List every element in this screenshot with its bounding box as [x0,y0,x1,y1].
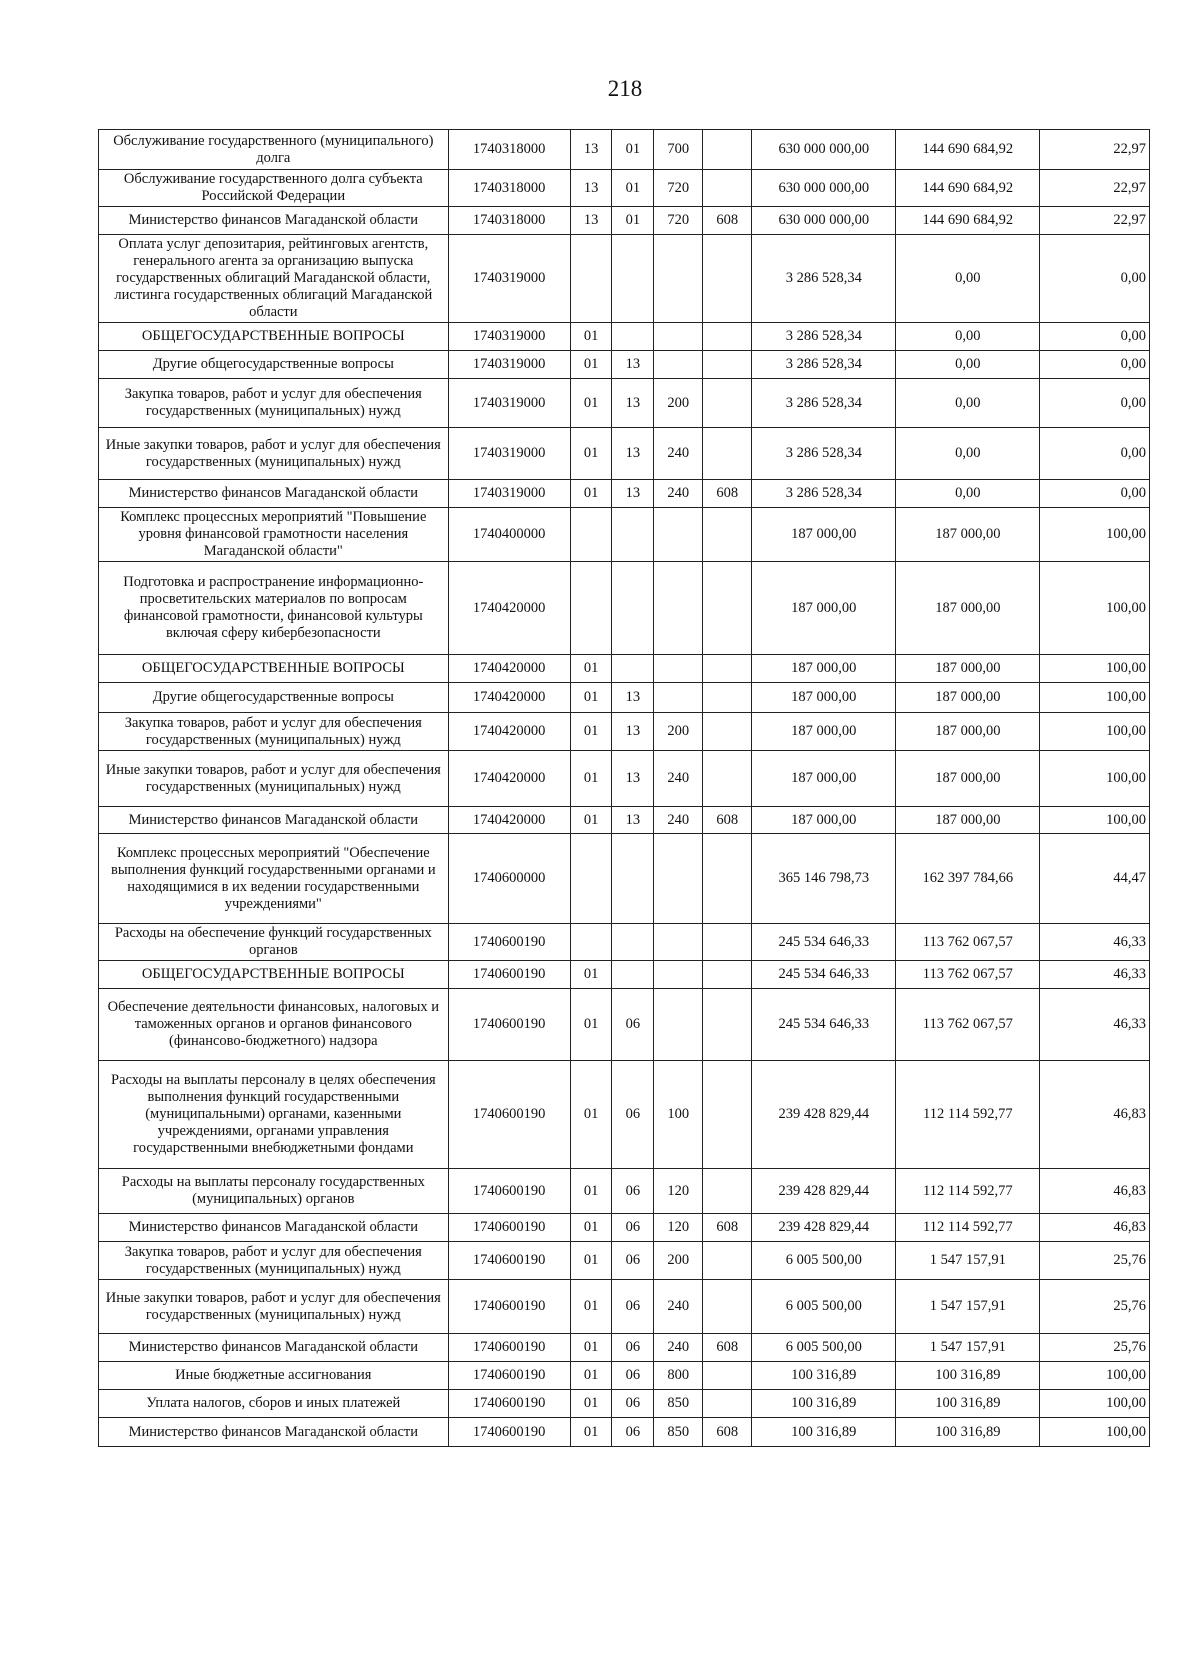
target-code-cell: 1740600190 [448,1362,570,1390]
subsection-cell: 01 [612,170,654,207]
planned-amount-cell: 3 286 528,34 [752,323,896,351]
expense-type-cell: 200 [654,379,703,428]
subsection-cell: 06 [612,1390,654,1418]
subsection-cell: 06 [612,1418,654,1447]
table-row [99,480,1150,508]
planned-amount-cell: 3 286 528,34 [752,379,896,428]
planned-amount-cell: 245 534 646,33 [752,989,896,1061]
target-code-cell: 1740420000 [448,562,570,655]
planned-amount-cell: 3 286 528,34 [752,351,896,379]
row-name-cell: Расходы на выплаты персоналу в целях обеспечения выполнения функций государственными (муниципальными) органами, казенными учреждениями, органами управления государственными внебюджетными фондами [99,1061,449,1169]
expense-type-cell: 720 [654,170,703,207]
section-cell: 01 [570,323,612,351]
executed-amount-cell: 187 000,00 [896,508,1040,562]
section-cell: 01 [570,1169,612,1214]
subsection-cell: 06 [612,1280,654,1334]
percent-cell: 25,76 [1040,1334,1150,1362]
executed-amount-cell: 144 690 684,92 [896,207,1040,235]
manager-code-cell [703,1242,752,1280]
table-row [99,961,1150,989]
target-code-cell: 1740420000 [448,683,570,713]
planned-amount-cell: 100 316,89 [752,1362,896,1390]
manager-code-cell [703,428,752,480]
subsection-cell: 13 [612,351,654,379]
executed-amount-cell: 1 547 157,91 [896,1334,1040,1362]
target-code-cell: 1740420000 [448,655,570,683]
table-row [99,170,1150,207]
manager-code-cell [703,655,752,683]
manager-code-cell [703,961,752,989]
row-name-cell: Министерство финансов Магаданской области [99,1418,449,1447]
manager-code-cell [703,834,752,924]
planned-amount-cell: 187 000,00 [752,713,896,751]
executed-amount-cell: 0,00 [896,323,1040,351]
target-code-cell: 1740600190 [448,1242,570,1280]
subsection-cell [612,924,654,961]
expense-type-cell: 240 [654,1280,703,1334]
target-code-cell: 1740600190 [448,924,570,961]
table-row [99,130,1150,170]
percent-cell: 46,33 [1040,989,1150,1061]
executed-amount-cell: 144 690 684,92 [896,170,1040,207]
target-code-cell: 1740600190 [448,1169,570,1214]
section-cell: 01 [570,683,612,713]
table-row [99,323,1150,351]
target-code-cell: 1740600190 [448,1418,570,1447]
planned-amount-cell: 100 316,89 [752,1418,896,1447]
percent-cell: 25,76 [1040,1280,1150,1334]
manager-code-cell: 608 [703,1214,752,1242]
manager-code-cell [703,562,752,655]
target-code-cell: 1740600190 [448,1334,570,1362]
executed-amount-cell: 112 114 592,77 [896,1061,1040,1169]
expense-type-cell [654,683,703,713]
expense-type-cell: 200 [654,713,703,751]
row-name-cell: Закупка товаров, работ и услуг для обеспечения государственных (муниципальных) нужд [99,713,449,751]
table-row [99,807,1150,834]
row-name-cell: ОБЩЕГОСУДАРСТВЕННЫЕ ВОПРОСЫ [99,961,449,989]
executed-amount-cell: 187 000,00 [896,655,1040,683]
manager-code-cell [703,130,752,170]
row-name-cell: Министерство финансов Магаданской области [99,207,449,235]
target-code-cell: 1740600190 [448,1280,570,1334]
executed-amount-cell: 100 316,89 [896,1418,1040,1447]
target-code-cell: 1740420000 [448,751,570,807]
subsection-cell: 06 [612,1362,654,1390]
percent-cell: 25,76 [1040,1242,1150,1280]
expense-type-cell: 800 [654,1362,703,1390]
manager-code-cell [703,170,752,207]
subsection-cell [612,655,654,683]
manager-code-cell [703,1362,752,1390]
section-cell: 13 [570,130,612,170]
target-code-cell: 1740319000 [448,351,570,379]
table-row [99,562,1150,655]
section-cell: 13 [570,170,612,207]
executed-amount-cell: 112 114 592,77 [896,1169,1040,1214]
table-row [99,834,1150,924]
subsection-cell: 06 [612,1061,654,1169]
subsection-cell: 06 [612,1334,654,1362]
manager-code-cell [703,683,752,713]
percent-cell: 44,47 [1040,834,1150,924]
executed-amount-cell: 0,00 [896,379,1040,428]
table-row [99,1280,1150,1334]
expense-type-cell [654,562,703,655]
row-name-cell: Иные закупки товаров, работ и услуг для обеспечения государственных (муниципальных) нужд [99,751,449,807]
table-row [99,235,1150,323]
subsection-cell: 06 [612,989,654,1061]
row-name-cell: Другие общегосударственные вопросы [99,351,449,379]
expense-type-cell [654,655,703,683]
row-name-cell: Иные закупки товаров, работ и услуг для обеспечения государственных (муниципальных) нужд [99,1280,449,1334]
executed-amount-cell: 0,00 [896,235,1040,323]
planned-amount-cell: 187 000,00 [752,508,896,562]
table-row [99,207,1150,235]
target-code-cell: 1740600000 [448,834,570,924]
section-cell: 01 [570,1362,612,1390]
percent-cell: 46,83 [1040,1214,1150,1242]
subsection-cell [612,323,654,351]
section-cell: 01 [570,807,612,834]
percent-cell: 0,00 [1040,351,1150,379]
row-name-cell: Обеспечение деятельности финансовых, налоговых и таможенных органов и органов финансового (финансово-бюджетного) надзора [99,989,449,1061]
expense-type-cell: 240 [654,751,703,807]
table-row [99,655,1150,683]
target-code-cell: 1740318000 [448,207,570,235]
subsection-cell: 06 [612,1169,654,1214]
executed-amount-cell: 100 316,89 [896,1390,1040,1418]
executed-amount-cell: 0,00 [896,351,1040,379]
expense-type-cell: 240 [654,480,703,508]
row-name-cell: Комплекс процессных мероприятий "Повышение уровня финансовой грамотности населения Магаданской области" [99,508,449,562]
section-cell: 13 [570,207,612,235]
manager-code-cell [703,713,752,751]
manager-code-cell [703,323,752,351]
executed-amount-cell: 162 397 784,66 [896,834,1040,924]
percent-cell: 0,00 [1040,379,1150,428]
expense-type-cell: 100 [654,1061,703,1169]
manager-code-cell [703,924,752,961]
table-row [99,1061,1150,1169]
executed-amount-cell: 187 000,00 [896,751,1040,807]
percent-cell: 100,00 [1040,683,1150,713]
budget-table [98,129,1150,1447]
planned-amount-cell: 187 000,00 [752,562,896,655]
manager-code-cell: 608 [703,480,752,508]
percent-cell: 100,00 [1040,508,1150,562]
section-cell [570,924,612,961]
percent-cell: 100,00 [1040,1390,1150,1418]
section-cell: 01 [570,351,612,379]
table-row [99,751,1150,807]
executed-amount-cell: 113 762 067,57 [896,961,1040,989]
subsection-cell: 13 [612,807,654,834]
expense-type-cell: 240 [654,428,703,480]
expense-type-cell [654,961,703,989]
executed-amount-cell: 187 000,00 [896,713,1040,751]
row-name-cell: ОБЩЕГОСУДАРСТВЕННЫЕ ВОПРОСЫ [99,323,449,351]
percent-cell: 0,00 [1040,480,1150,508]
section-cell: 01 [570,1242,612,1280]
planned-amount-cell: 187 000,00 [752,683,896,713]
manager-code-cell [703,989,752,1061]
expense-type-cell [654,508,703,562]
section-cell [570,834,612,924]
section-cell: 01 [570,379,612,428]
planned-amount-cell: 630 000 000,00 [752,170,896,207]
manager-code-cell [703,351,752,379]
section-cell [570,235,612,323]
manager-code-cell [703,1169,752,1214]
expense-type-cell [654,351,703,379]
section-cell: 01 [570,480,612,508]
row-name-cell: Министерство финансов Магаданской области [99,1334,449,1362]
target-code-cell: 1740319000 [448,379,570,428]
executed-amount-cell: 144 690 684,92 [896,130,1040,170]
row-name-cell: Подготовка и распространение информационно-просветительских материалов по вопросам финансовой грамотности, финансовой культуры включая сферу кибербезопасности [99,562,449,655]
percent-cell: 0,00 [1040,428,1150,480]
subsection-cell: 01 [612,130,654,170]
planned-amount-cell: 6 005 500,00 [752,1280,896,1334]
percent-cell: 100,00 [1040,655,1150,683]
expense-type-cell: 120 [654,1169,703,1214]
planned-amount-cell: 6 005 500,00 [752,1334,896,1362]
percent-cell: 22,97 [1040,130,1150,170]
row-name-cell: Министерство финансов Магаданской области [99,1214,449,1242]
manager-code-cell [703,1061,752,1169]
planned-amount-cell: 3 286 528,34 [752,235,896,323]
row-name-cell: Иные бюджетные ассигнования [99,1362,449,1390]
subsection-cell [612,562,654,655]
row-name-cell: Обслуживание государственного (муниципального) долга [99,130,449,170]
percent-cell: 0,00 [1040,323,1150,351]
target-code-cell: 1740420000 [448,713,570,751]
subsection-cell: 13 [612,480,654,508]
subsection-cell: 06 [612,1242,654,1280]
section-cell: 01 [570,655,612,683]
subsection-cell [612,834,654,924]
percent-cell: 100,00 [1040,1362,1150,1390]
row-name-cell: Уплата налогов, сборов и иных платежей [99,1390,449,1418]
table-row [99,924,1150,961]
subsection-cell: 13 [612,428,654,480]
table-row [99,428,1150,480]
table-row [99,1418,1150,1447]
expense-type-cell: 200 [654,1242,703,1280]
planned-amount-cell: 245 534 646,33 [752,961,896,989]
target-code-cell: 1740600190 [448,989,570,1061]
executed-amount-cell: 112 114 592,77 [896,1214,1040,1242]
expense-type-cell [654,323,703,351]
table-row [99,683,1150,713]
percent-cell: 46,83 [1040,1169,1150,1214]
planned-amount-cell: 6 005 500,00 [752,1242,896,1280]
percent-cell: 100,00 [1040,751,1150,807]
row-name-cell: Обслуживание государственного долга субъекта Российской Федерации [99,170,449,207]
expense-type-cell [654,235,703,323]
target-code-cell: 1740318000 [448,170,570,207]
table-row [99,1334,1150,1362]
expense-type-cell [654,834,703,924]
executed-amount-cell: 0,00 [896,428,1040,480]
manager-code-cell: 608 [703,807,752,834]
target-code-cell: 1740400000 [448,508,570,562]
planned-amount-cell: 187 000,00 [752,655,896,683]
subsection-cell [612,508,654,562]
planned-amount-cell: 187 000,00 [752,751,896,807]
planned-amount-cell: 187 000,00 [752,807,896,834]
target-code-cell: 1740319000 [448,428,570,480]
manager-code-cell [703,235,752,323]
table-row [99,1362,1150,1390]
subsection-cell: 06 [612,1214,654,1242]
manager-code-cell [703,1280,752,1334]
row-name-cell: Закупка товаров, работ и услуг для обеспечения государственных (муниципальных) нужд [99,379,449,428]
percent-cell: 46,33 [1040,961,1150,989]
percent-cell: 100,00 [1040,1418,1150,1447]
executed-amount-cell: 113 762 067,57 [896,924,1040,961]
row-name-cell: Комплекс процессных мероприятий "Обеспечение выполнения функций государственными органами и находящимися в их ведении государственными учреждениями" [99,834,449,924]
section-cell: 01 [570,1418,612,1447]
percent-cell: 22,97 [1040,207,1150,235]
target-code-cell: 1740420000 [448,807,570,834]
row-name-cell: Закупка товаров, работ и услуг для обеспечения государственных (муниципальных) нужд [99,1242,449,1280]
planned-amount-cell: 239 428 829,44 [752,1061,896,1169]
subsection-cell: 01 [612,207,654,235]
manager-code-cell [703,508,752,562]
section-cell: 01 [570,713,612,751]
row-name-cell: Другие общегосударственные вопросы [99,683,449,713]
manager-code-cell [703,379,752,428]
planned-amount-cell: 630 000 000,00 [752,130,896,170]
section-cell: 01 [570,1061,612,1169]
table-row [99,713,1150,751]
subsection-cell: 13 [612,713,654,751]
table-row [99,1214,1150,1242]
subsection-cell [612,235,654,323]
planned-amount-cell: 245 534 646,33 [752,924,896,961]
section-cell: 01 [570,989,612,1061]
target-code-cell: 1740319000 [448,480,570,508]
planned-amount-cell: 365 146 798,73 [752,834,896,924]
row-name-cell: Расходы на выплаты персоналу государственных (муниципальных) органов [99,1169,449,1214]
row-name-cell: Оплата услуг депозитария, рейтинговых агентств, генерального агента за организацию выпуска государственных облигаций Магаданской области, листинга государственных облигаций Магаданской области [99,235,449,323]
executed-amount-cell: 1 547 157,91 [896,1242,1040,1280]
row-name-cell: Расходы на обеспечение функций государственных органов [99,924,449,961]
target-code-cell: 1740600190 [448,1214,570,1242]
percent-cell: 22,97 [1040,170,1150,207]
section-cell [570,562,612,655]
percent-cell: 0,00 [1040,235,1150,323]
expense-type-cell: 700 [654,130,703,170]
percent-cell: 46,33 [1040,924,1150,961]
subsection-cell: 13 [612,379,654,428]
manager-code-cell: 608 [703,207,752,235]
section-cell: 01 [570,1214,612,1242]
target-code-cell: 1740319000 [448,323,570,351]
table-row [99,1169,1150,1214]
manager-code-cell: 608 [703,1418,752,1447]
section-cell: 01 [570,1334,612,1362]
table-row [99,379,1150,428]
planned-amount-cell: 100 316,89 [752,1390,896,1418]
expense-type-cell: 240 [654,807,703,834]
manager-code-cell: 608 [703,1334,752,1362]
manager-code-cell [703,751,752,807]
table-row [99,351,1150,379]
table-row [99,508,1150,562]
section-cell: 01 [570,1390,612,1418]
page-number: 218 [607,76,643,101]
target-code-cell: 1740600190 [448,1061,570,1169]
percent-cell: 100,00 [1040,713,1150,751]
subsection-cell: 13 [612,751,654,807]
executed-amount-cell: 0,00 [896,480,1040,508]
target-code-cell: 1740319000 [448,235,570,323]
section-cell: 01 [570,751,612,807]
row-name-cell: ОБЩЕГОСУДАРСТВЕННЫЕ ВОПРОСЫ [99,655,449,683]
executed-amount-cell: 187 000,00 [896,807,1040,834]
expense-type-cell: 850 [654,1418,703,1447]
planned-amount-cell: 3 286 528,34 [752,428,896,480]
table-row [99,989,1150,1061]
target-code-cell: 1740600190 [448,1390,570,1418]
manager-code-cell [703,1390,752,1418]
planned-amount-cell: 630 000 000,00 [752,207,896,235]
subsection-cell [612,961,654,989]
target-code-cell: 1740318000 [448,130,570,170]
executed-amount-cell: 187 000,00 [896,683,1040,713]
table-row [99,1242,1150,1280]
planned-amount-cell: 239 428 829,44 [752,1214,896,1242]
expense-type-cell: 850 [654,1390,703,1418]
expense-type-cell: 720 [654,207,703,235]
planned-amount-cell: 3 286 528,34 [752,480,896,508]
section-cell [570,508,612,562]
executed-amount-cell: 1 547 157,91 [896,1280,1040,1334]
row-name-cell: Министерство финансов Магаданской области [99,807,449,834]
expense-type-cell [654,989,703,1061]
executed-amount-cell: 113 762 067,57 [896,989,1040,1061]
section-cell: 01 [570,961,612,989]
percent-cell: 100,00 [1040,807,1150,834]
row-name-cell: Иные закупки товаров, работ и услуг для обеспечения государственных (муниципальных) нужд [99,428,449,480]
subsection-cell: 13 [612,683,654,713]
expense-type-cell: 120 [654,1214,703,1242]
executed-amount-cell: 100 316,89 [896,1362,1040,1390]
table-row [99,1390,1150,1418]
expense-type-cell: 240 [654,1334,703,1362]
executed-amount-cell: 187 000,00 [896,562,1040,655]
table-body [99,130,1150,1447]
expense-type-cell [654,924,703,961]
row-name-cell: Министерство финансов Магаданской области [99,480,449,508]
planned-amount-cell: 239 428 829,44 [752,1169,896,1214]
section-cell: 01 [570,1280,612,1334]
percent-cell: 100,00 [1040,562,1150,655]
section-cell: 01 [570,428,612,480]
percent-cell: 46,83 [1040,1061,1150,1169]
target-code-cell: 1740600190 [448,961,570,989]
